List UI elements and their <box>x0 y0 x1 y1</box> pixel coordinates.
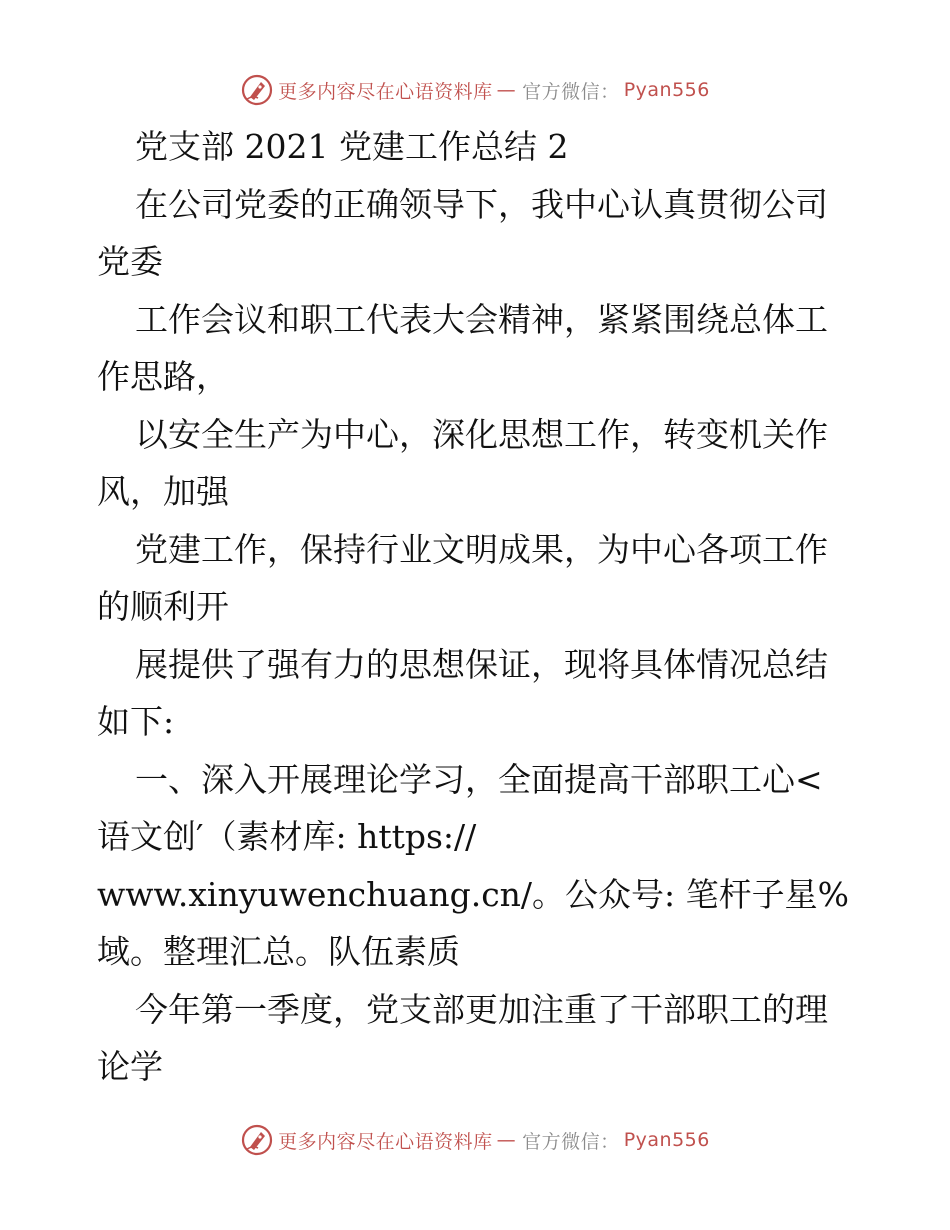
banner-dash: — <box>496 79 517 101</box>
section-heading-line: 一、深入开展理论学习，全面提高干部职工心< <box>135 759 823 799</box>
banner-dash: — <box>496 1129 517 1151</box>
banner-wechat-id: Pyan556 <box>623 1129 710 1151</box>
paragraph-line: 如下: <box>97 702 175 741</box>
paragraph-line: 党委 <box>97 242 163 281</box>
banner-wechat-label: 官方微信： <box>522 80 620 103</box>
paragraph-line: 今年第一季度，党支部更加注重了干部职工的理 <box>135 989 828 1029</box>
paragraph-line: 工作会议和职工代表大会精神，紧紧围绕总体工 <box>135 299 828 339</box>
paragraph-line: 党建工作，保持行业文明成果，为中心各项工作 <box>135 529 828 569</box>
paragraph-line: www.xinyuwenchuang.cn/。公众号: 笔杆子星% <box>97 874 850 914</box>
paragraph-line: 域。整理汇总。队伍素质 <box>97 932 460 971</box>
banner-wechat-label: 官方微信： <box>522 1130 620 1153</box>
paragraph-line: 在公司党委的正确领导下，我中心认真贯彻公司 <box>135 184 828 224</box>
document-title: 党支部 2021 党建工作总结 2 <box>135 127 569 166</box>
banner-wechat-id: Pyan556 <box>623 79 710 101</box>
document-body <box>97 118 857 1096</box>
pen-nib-logo-icon <box>240 73 274 107</box>
pen-nib-logo-icon <box>240 1123 274 1157</box>
paragraph-line: 风，加强 <box>97 472 229 511</box>
paragraph-line: 以安全生产为中心，深化思想工作，转变机关作 <box>135 414 828 454</box>
paragraph-line: 论学 <box>97 1047 163 1086</box>
paragraph-line: 的顺利开 <box>97 587 229 626</box>
paragraph-line: 作思路， <box>97 357 229 396</box>
paragraph-line: 展提供了强有力的思想保证，现将具体情况总结 <box>135 644 828 684</box>
header-banner <box>0 70 950 110</box>
banner-title: 更多内容尽在心语资料库 <box>278 80 493 103</box>
footer-banner <box>0 1120 950 1160</box>
paragraph-line: 语文创′（素材库: https:// <box>97 817 477 856</box>
banner-title: 更多内容尽在心语资料库 <box>278 1130 493 1153</box>
